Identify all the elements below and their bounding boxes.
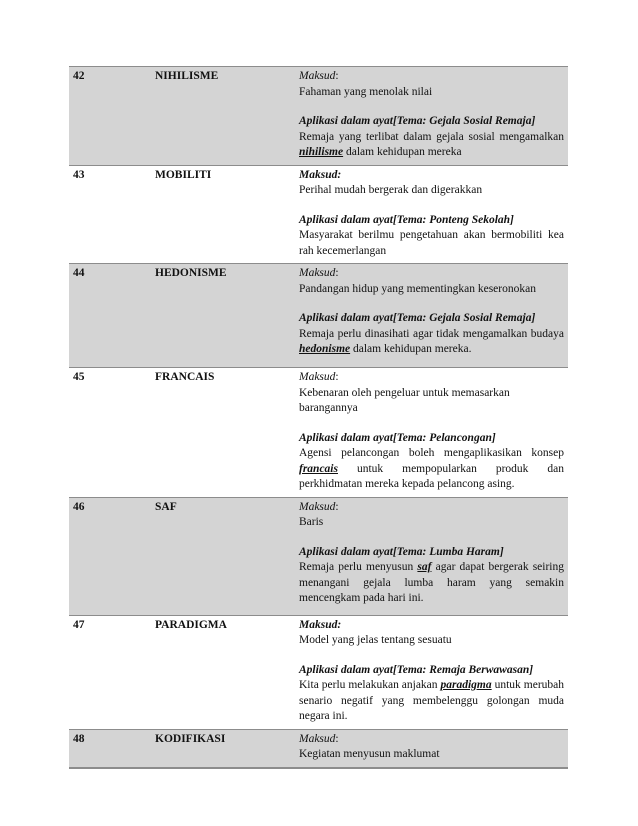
table-row <box>69 729 568 768</box>
table-row <box>69 67 568 166</box>
row-description <box>295 368 568 498</box>
aplikasi-after: dalam kehidupan mereka. <box>350 343 472 355</box>
aplikasi-label: Aplikasi dalam ayat[Tema: Remaja Berwawasan] <box>299 663 534 676</box>
maksud-colon: : <box>335 70 339 82</box>
keyword: paradigma <box>440 679 492 691</box>
row-term: FRANCAIS <box>155 371 215 383</box>
row-description <box>295 497 568 615</box>
aplikasi-label: Aplikasi dalam ayat[Tema: Ponteng Sekolah] <box>299 213 514 226</box>
maksud-text: Baris <box>299 516 324 528</box>
table-row <box>69 615 568 729</box>
aplikasi-sentence <box>299 327 564 358</box>
row-number: 43 <box>73 168 85 181</box>
maksud-label: Maksud <box>299 267 336 279</box>
aplikasi-before: Kita perlu melakukan anjakan <box>299 679 441 691</box>
maksud-text: Kegiatan menyusun maklumat <box>299 748 440 760</box>
aplikasi-before: Remaja perlu menyusun <box>299 561 418 573</box>
row-term: MOBILITI <box>155 168 212 181</box>
aplikasi-label: Aplikasi dalam ayat[Tema: Gejala Sosial Remaja] <box>299 312 536 324</box>
aplikasi-before: Agensi pelancongan boleh mengaplikasikan konsep <box>299 447 564 459</box>
row-number: 44 <box>69 264 155 368</box>
aplikasi-sentence <box>299 130 564 161</box>
keyword: nihilisme <box>299 146 344 158</box>
maksud-text: Kebenaran oleh pengeluar untuk memasarkan barangannya <box>299 386 510 414</box>
maksud-label: Maksud <box>299 500 336 513</box>
row-description <box>295 165 568 264</box>
row-number: 46 <box>69 497 155 615</box>
maksud-colon: : <box>335 732 339 745</box>
table-row <box>69 165 568 264</box>
maksud-text: Model yang jelas tentang sesuatu <box>299 634 452 646</box>
row-description <box>295 729 568 768</box>
row-term: HEDONISME <box>155 264 295 368</box>
row-description <box>295 264 568 368</box>
aplikasi-sentence <box>299 228 564 259</box>
aplikasi-before: Remaja perlu dinasihati agar tidak mengamalkan budaya <box>299 327 564 340</box>
maksud-colon: : <box>335 500 339 513</box>
maksud-label: Maksud: <box>299 618 342 631</box>
row-description <box>295 67 568 166</box>
keyword: francais <box>299 462 338 475</box>
row-number: 47 <box>73 618 85 631</box>
row-number: 45 <box>73 371 85 383</box>
aplikasi-sentence <box>299 678 564 725</box>
row-number: 42 <box>69 67 155 166</box>
maksud-label: Maksud <box>299 732 336 745</box>
maksud-text: Fahaman yang menolak nilai <box>299 85 433 98</box>
table-row <box>69 497 568 615</box>
maksud-text: Pandangan hidup yang mementingkan keseronokan <box>299 282 536 295</box>
aplikasi-before: Masyarakat berilmu pengetahuan akan bermobiliti kea rah kecemerlangan <box>299 229 564 257</box>
maksud-label: Maksud <box>299 70 336 82</box>
maksud-label: Maksud: <box>299 168 342 181</box>
row-term: NIHILISME <box>155 67 295 166</box>
vocabulary-table <box>69 66 568 769</box>
row-term: SAF <box>155 497 295 615</box>
maksud-colon: : <box>335 267 339 279</box>
aplikasi-after: untuk mempopularkan produk dan perkhidmatan mereka kepada pelancong asing. <box>299 462 564 490</box>
maksud-label: Maksud <box>299 371 336 383</box>
row-description <box>295 615 568 729</box>
maksud-text: Perihal mudah bergerak dan digerakkan <box>299 184 483 196</box>
maksud-colon: : <box>335 371 339 383</box>
keyword: hedonisme <box>299 343 351 355</box>
table-row <box>69 264 568 368</box>
aplikasi-after: agar dapat bergerak seiring menangani gejala lumba haram yang semakin mencengkam pada hari ini. <box>299 561 564 604</box>
row-term: PARADIGMA <box>155 618 227 631</box>
aplikasi-label: Aplikasi dalam ayat[Tema: Lumba Haram] <box>299 545 504 558</box>
aplikasi-after: untuk merubah senario negatif yang membelenggu golongan muda negara ini. <box>299 679 565 722</box>
row-term: KODIFIKASI <box>155 729 295 768</box>
aplikasi-after: dalam kehidupan mereka <box>343 146 462 158</box>
aplikasi-label: Aplikasi dalam ayat[Tema: Pelancongan] <box>299 431 496 444</box>
keyword: saf <box>417 561 432 573</box>
aplikasi-label: Aplikasi dalam ayat[Tema: Gejala Sosial Remaja] <box>299 115 536 127</box>
table-row <box>69 368 568 498</box>
aplikasi-before: Remaja yang terlibat dalam gejala sosial mengamalkan <box>299 130 564 143</box>
row-number: 48 <box>69 729 155 768</box>
aplikasi-sentence <box>299 446 564 493</box>
aplikasi-sentence <box>299 560 564 607</box>
